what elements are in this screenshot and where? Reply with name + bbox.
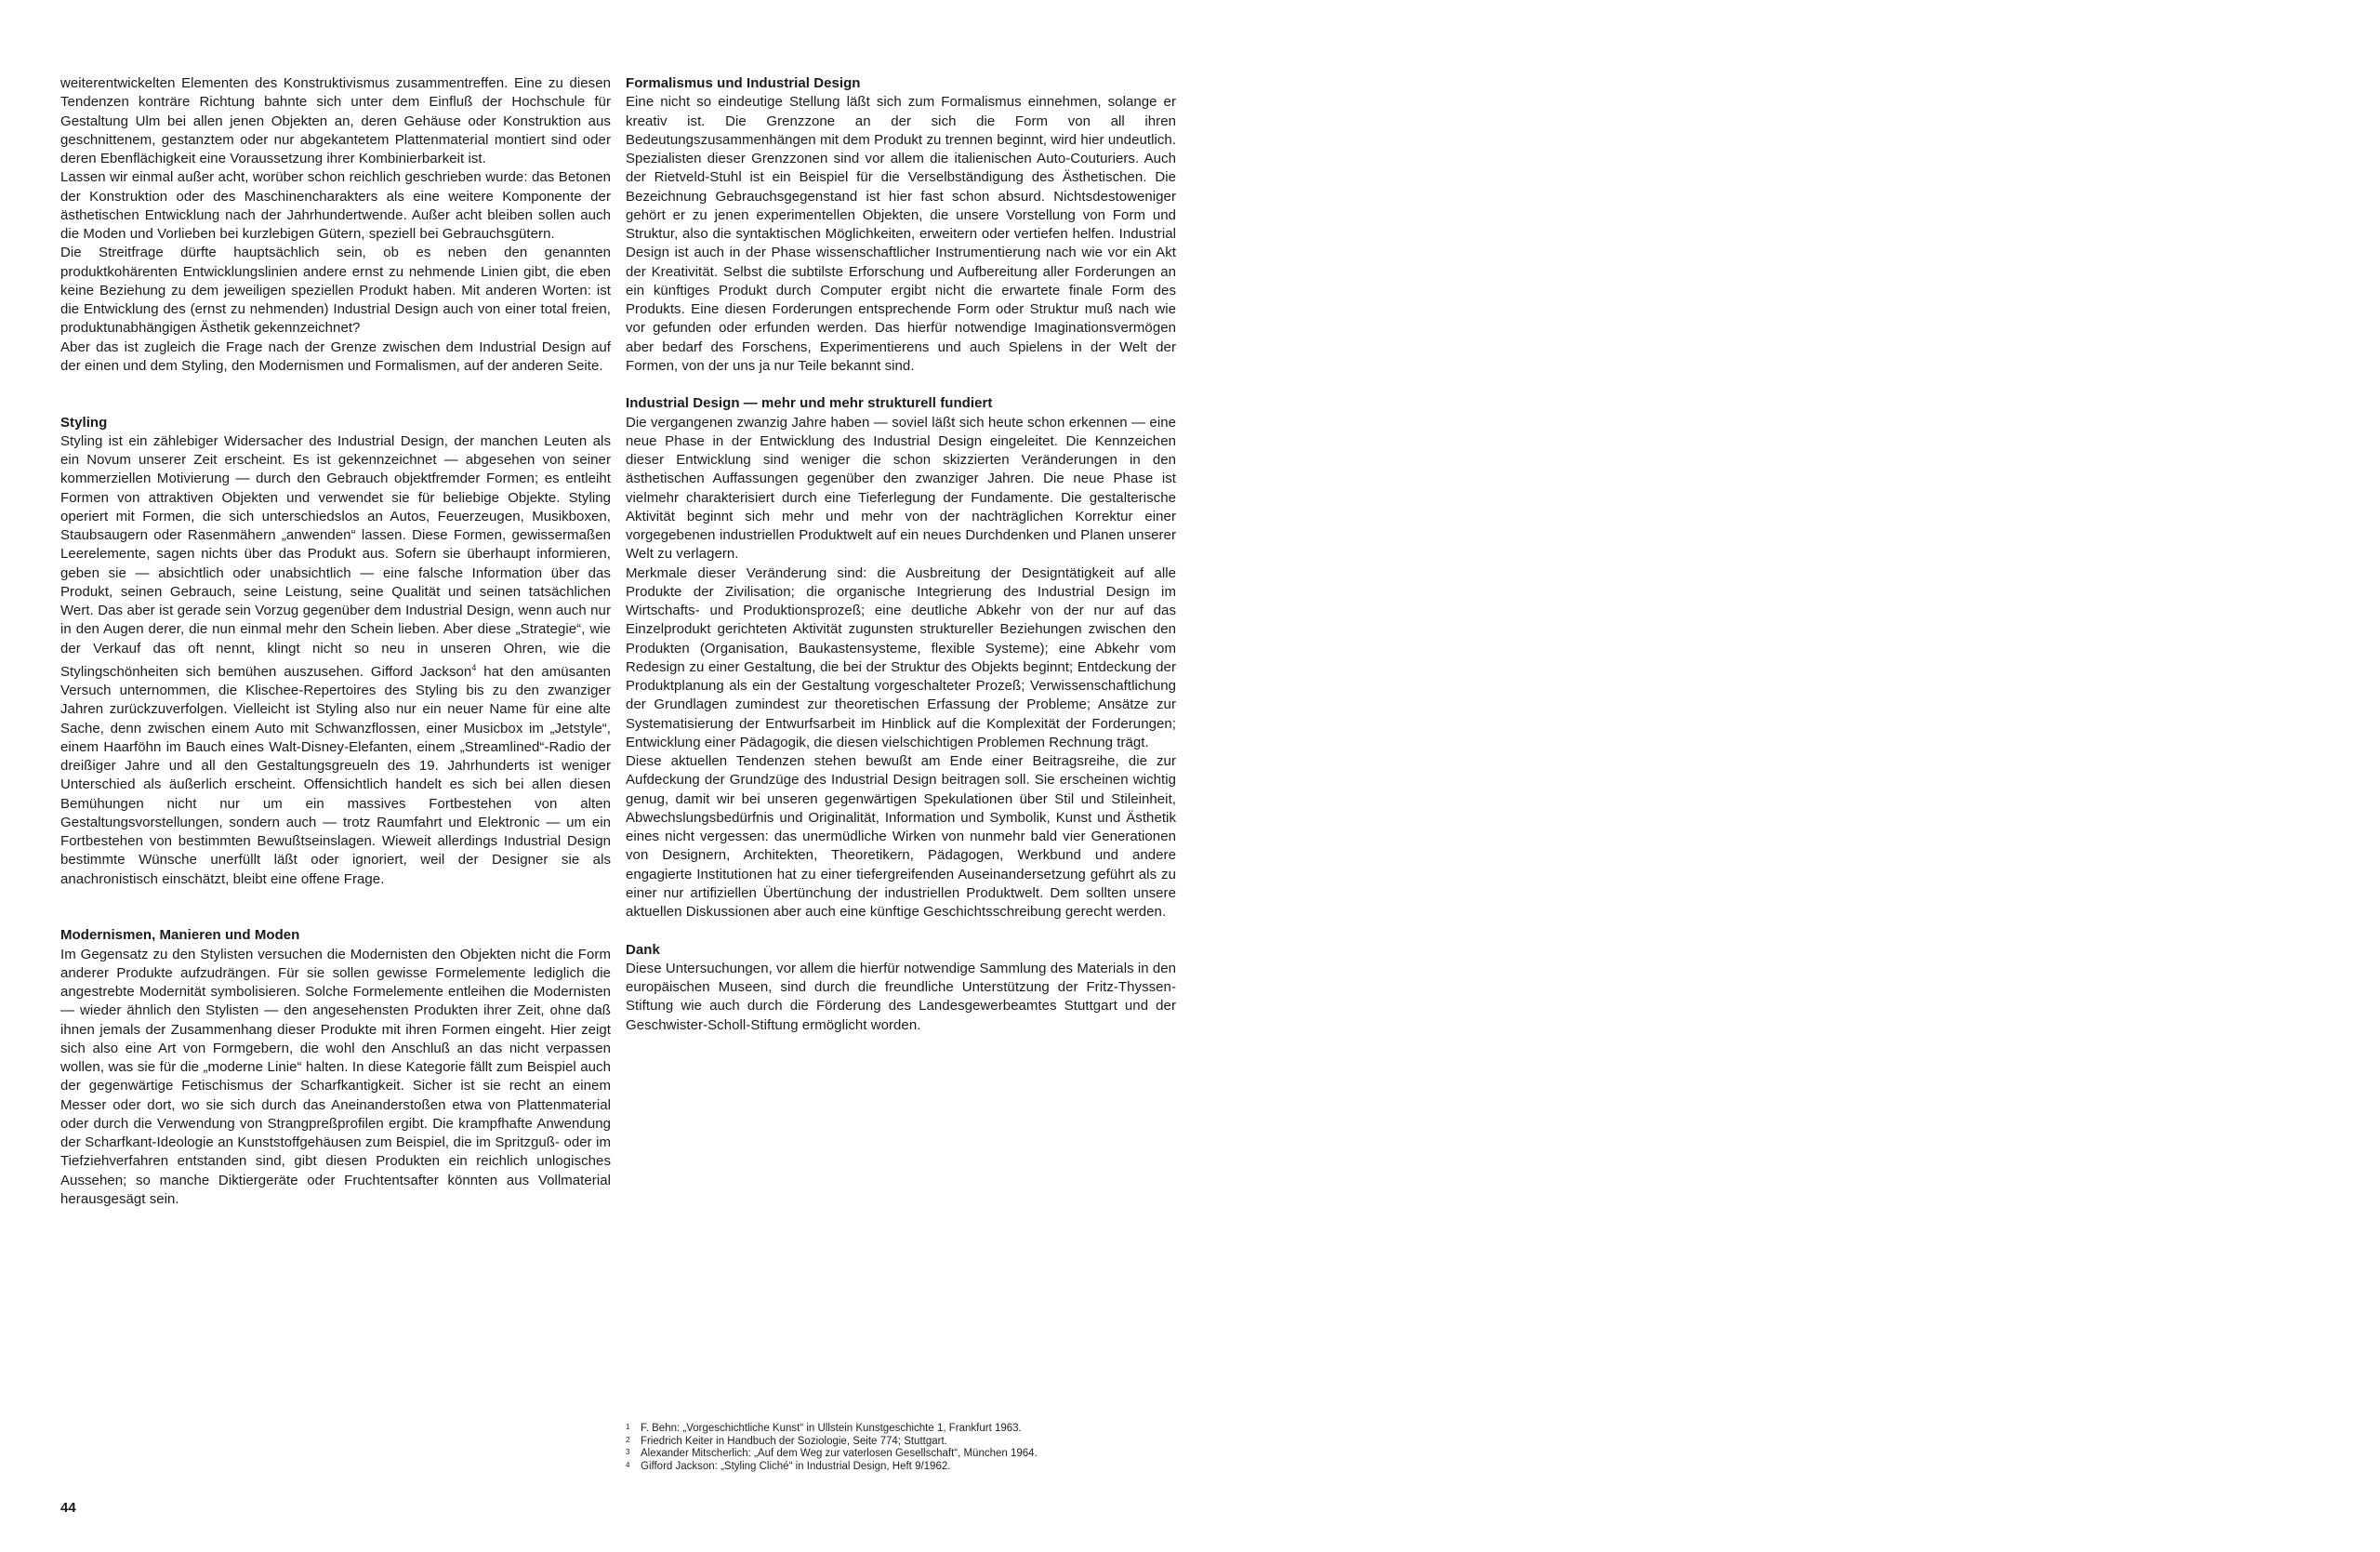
body-paragraph: Eine nicht so eindeutige Stellung läßt sich zum Formalismus einnehmen, solange er kreativ ist. Die Grenzzone an der sich die Form von all ihren Bedeutungszusammenhängen mit dem Produkt zu trennen beginnt, wird hier undeutlich. Spezialisten dieser Grenzzonen sind vor allem die italienischen Auto-Couturiers. Auch der Rietveld-Stuhl ist ein Beispiel für die Verselbständigung des Ästhetischen. Die Bezeichnung Gebrauchsgegenstand ist hier fast schon absurd. Nichtsdestoweniger gehört er zu jenen experimentellen Objekten, die unsere Vorstellung von Form und Struktur, also die syntaktischen Möglichkeiten, erweitern oder vertiefen helfen. Industrial Design ist auch in der Phase wissenschaftlicher Instrumentierung nach wie vor ein Akt der Kreativität. Selbst die subtilste Erforschung und Aufbereitung aller Forderungen an ein künftiges Produkt durch Computer ergibt nicht die erwartete finale Form des Produkts. Eine diesen Forderungen entsprechende Form oder Struktur muß nach wie vor gefunden oder erfunden werden. Das hierfür notwendige Imaginationsvermögen aber bedarf des Forschens, Experimentierens und auch Spielens in der Welt der Formen, von der uns ja nur Teile bekannt sind.: [626, 94, 1176, 374]
body-paragraph: weiterentwickelten Elementen des Konstruktivismus zusammentreffen. Eine zu diesen Tendenzen konträre Richtung bahnte sich unter dem Einfluß der Hochschule für Gestaltung Ulm bei allen jenen Objekten an, deren Gehäuse oder Konstruktion aus geschnittenem, gestanztem oder nur abgekantetem Plattenmaterial montiert sind oder deren Ebenflächigkeit eine Voraussetzung ihrer Kombinierbarkeit ist.: [60, 75, 611, 166]
section-heading-modernismen: Modernismen, Manieren und Moden: [60, 927, 300, 944]
body-paragraph: Merkmale dieser Veränderung sind: die Ausbreitung der Designtätigkeit auf alle Produkte der Zivilisation; die organische Integrierung des Industrial Design im Wirtschafts- und Produktionsprozeß; eine deutliche Abkehr von der nur auf das Einzelprodukt gerichteten Aktivität zugunsten struktureller Beziehungen zwischen den Produkten (Organisation, Baukastensysteme, flexible Systeme); eine Abkehr vom Redesign zu einer Gestaltung, die bei der Struktur des Objekts beginnt; Entdeckung der Produktplanung als ein der Gestaltung vorgeschalteter Prozeß; Verwissenschaftlichung der Grundlagen zumindest zur theoretischen Erfassung der Probleme; Ansätze zur Systematisierung der Entwurfsarbeit im Hinblick auf die Komplexität der Forderungen; Entwicklung einer Pädagogik, die diesen vielschichtigen Problemen Rechnung trägt.: [626, 564, 1176, 750]
footnote: [626, 1460, 1202, 1473]
section-spacer: [626, 376, 1176, 394]
footnote-reference: 4: [471, 662, 477, 672]
body-paragraph: Im Gegensatz zu den Stylisten versuchen die Modernisten den Objekten nicht die Form anderer Produkte aufzudrängen. Für sie sollen gewisse Formelemente lediglich die angestrebte Modernität symbolisieren. Solche Formelemente entleihen die Modernisten — wieder ähnlich den Stylisten — den angesehensten Produkten ihrer Zeit, ohne daß ihnen jemals der Zusammenhang dieser Produkte mit ihren Formen eingeht. Hier zeigt sich also eine Art von Formgebern, die wohl den Anschluß an das nicht verpassen wollen, was sie für die „moderne Linie“ halten. In diese Kategorie fällt zum Beispiel auch der gegenwärtige Fetischismus der Scharfkantigkeit. Sicher ist sie recht an einem Messer oder dort, wo sie sich durch das Aneinanderstoßen etwa von Plattenmaterial oder durch die Verwendung von Strangpreßprofilen ergibt. Die krampfhafte Anwendung der Scharfkant-Ideologie an Kunststoffgehäusen zum Beispiel, die im Spritzguß- oder im Tiefziehverfahren entstanden sind, gibt diesen Produkten ein reichlich unlogisches Aussehen; so manche Diktiergeräte oder Fruchtentsafter könnten aus Vollmaterial herausgesägt sein.: [60, 946, 611, 1207]
body-paragraph: Diese aktuellen Tendenzen stehen bewußt am Ende einer Beitragsreihe, die zur Aufdeckung der Grundzüge des Industrial Design beitragen soll. Sie erscheinen wichtig genug, damit wir bei unseren gegenwärtigen Spekulationen über Stil und Stileinheit, Abwechslungsbedürfnis und Originalität, Information und Symbolik, Kunst und Ästhetik eines nicht vergessen: das unermüdliche Wirken von nunmehr bald vier Generationen von Designern, Architekten, Theoretikern, Pädagogen, Werkbund und andere engagierte Institutionen hat zu einer tiefergreifenden Auseinandersetzung geführt als zu einer nur artifiziellen Übertünchung der industriellen Produktwelt. Dem sollten unsere aktuellen Diskussionen aber auch eine künftige Geschichtsschreibung gerecht werden.: [626, 753, 1176, 920]
body-paragraph: Die vergangenen zwanzig Jahre haben — soviel läßt sich heute schon erkennen — eine neue Phase in der Entwicklung des Industrial Design eingeleitet. Die Kennzeichen dieser Entwicklung sind weniger die schon skizzierten Veränderungen in den ästhetischen Auffassungen gegenüber den zwanziger Jahren. Die neue Phase ist vielmehr charakterisiert durch eine Tieferlegung der Fundamente. Die gestalterische Aktivität beginnt sich mehr und mehr von der nachträglichen Korrektur einer vorgegebenen industriellen Produktwelt auf ein neues Durchdenken und Planen unserer Welt zu verlagern.: [626, 414, 1176, 563]
section-spacer: [626, 922, 1176, 940]
body-paragraph: Lassen wir einmal außer acht, worüber schon reichlich geschrieben wurde: das Betonen der Konstruktion oder des Maschinencharakters als eine weitere Komponente der ästhetischen Entwicklung nach der Jahrhundertwende. Außer acht bleiben sollen auch die Moden und Vorlieben bei kurzlebigen Gütern, speziell bei Gebrauchsgütern.: [60, 169, 611, 242]
footnote-text: Gifford Jackson: „Styling Cliché“ in Industrial Design, Heft 9/1962.: [641, 1460, 951, 1472]
section-spacer: [60, 376, 611, 414]
section-heading-styling: Styling: [60, 414, 108, 431]
footnote-mark: 3: [626, 1448, 630, 1456]
footnote-mark: 1: [626, 1423, 630, 1431]
body-paragraph: [60, 432, 611, 889]
footnote-mark: 2: [626, 1435, 630, 1444]
blank-facing-page: [1209, 0, 2380, 1552]
footnote: [626, 1422, 1202, 1435]
right-text-column: [626, 74, 1176, 1035]
footnote-text: F. Behn: „Vorgeschichtliche Kunst“ in Ullstein Kunstgeschichte 1, Frankfurt 1963.: [641, 1423, 1022, 1434]
left-text-column: [60, 74, 611, 1209]
footnote-text: Friedrich Keiter in Handbuch der Soziologie, Seite 774; Stuttgart.: [641, 1435, 947, 1447]
footnote: [626, 1447, 1202, 1460]
body-paragraph: Die Streitfrage dürfte hauptsächlich sein, ob es neben den genannten produktkohärenten Entwicklungslinien andere ernst zu nehmende Linien gibt, die eben keine Beziehung zu dem jeweiligen speziellen Produkt haben. Mit anderen Worten: ist die Entwicklung des (ernst zu nehmenden) Industrial Design auch von einer total freien, produktunabhängigen Ästhetik gekennzeichnet?: [60, 245, 611, 337]
section-heading-dank: Dank: [626, 941, 660, 958]
styling-text-part: hat den amüsanten Versuch unternommen, die Klischee-Repertoires des Styling bis zu den zwanziger Jahren zurückzuverfolgen. Vielleicht ist Styling also nur ein neuer Name für eine alte Sache, denn zwischen einem Auto mit Schwanzflossen, einer Musicbox im „Jetstyle“, einem Haarföhn im Bauch eines Walt-Disney-Elefanten, einem „Streamlined“-Radio der dreißiger Jahre und all den Gestaltungsgreueln des 19. Jahrhunderts ist weniger Unterschied als äußerlich erscheint. Offensichtlich handelt es sich bei allen diesen Bemühungen nicht nur um ein massives Fortbestehen von alten Gestaltungsvorstellungen, sondern auch — trotz Raumfahrt und Elektronic — um ein Fortbestehen von bestimmten Bewußtseinslagen. Wieweit allerdings Industrial Design bestimmte Wünsche unerfüllt läßt oder ignoriert, weil der Designer sie als anachronistisch einschätzt, bleibt eine offene Frage.: [60, 663, 611, 887]
section-heading-formalismus: Formalismus und Industrial Design: [626, 75, 861, 91]
page-number: 44: [60, 1500, 76, 1516]
body-paragraph: Aber das ist zugleich die Frage nach der Grenze zwischen dem Industrial Design auf der einen und dem Styling, den Modernismen und Formalismen, auf der anderen Seite.: [60, 338, 611, 374]
body-paragraph: Diese Untersuchungen, vor allem die hierfür notwendige Sammlung des Materials in den europäischen Museen, sind durch die freundliche Unterstützung der Fritz-Thyssen-Stiftung wie auch durch die Förderung des Landesgewerbeamtes Stuttgart und der Geschwister-Scholl-Stiftung ermöglicht worden.: [626, 960, 1177, 1033]
footnote-mark: 4: [626, 1460, 630, 1469]
footnote-text: Alexander Mitscherlich: „Auf dem Weg zur vaterlosen Gesellschaft“, München 1964.: [641, 1448, 1038, 1459]
styling-text-part: Styling ist ein zählebiger Widersacher des Industrial Design, der manchen Leuten als ein Novum unserer Zeit erscheint. Es ist gekennzeichnet — abgesehen von seiner kommerziellen Motivierung — durch den Gebrauch objektfremder Formen; es entleiht Formen von attraktiven Objekten und verwendet sie für beliebige Objekte. Styling operiert mit Formen, die sich unterschiedslos an Autos, Feuerzeugen, Musikboxen, Staubsaugern oder Rasenmähern „anwenden“ lassen. Diese Formen, gewissermaßen Leerelemente, sagen nichts über das Produkt aus. Sofern sie überhaupt informieren, geben sie — absichtlich oder unabsichtlich — eine falsche Information über das Produkt, seinen Gebrauch, seine Leistung, seine Qualität und seinen tatsächlichen Wert. Das aber ist gerade sein Vorzug gegenüber dem Industrial Design, wenn auch nur in den Augen derer, die nun einmal mehr den Schein lieben. Aber diese „Strategie“, wie der Verkauf das oft nennt, klingt nicht so neu in unseren Ohren, wie die Stylingschönheiten sich bemühen auszusehen. Gifford Jackson: [60, 432, 611, 680]
footnotes: [626, 1422, 1202, 1472]
footnote: [626, 1435, 1202, 1448]
section-heading-strukturell: Industrial Design — mehr und mehr strukturell fundiert: [626, 395, 993, 412]
section-spacer: [60, 889, 611, 927]
